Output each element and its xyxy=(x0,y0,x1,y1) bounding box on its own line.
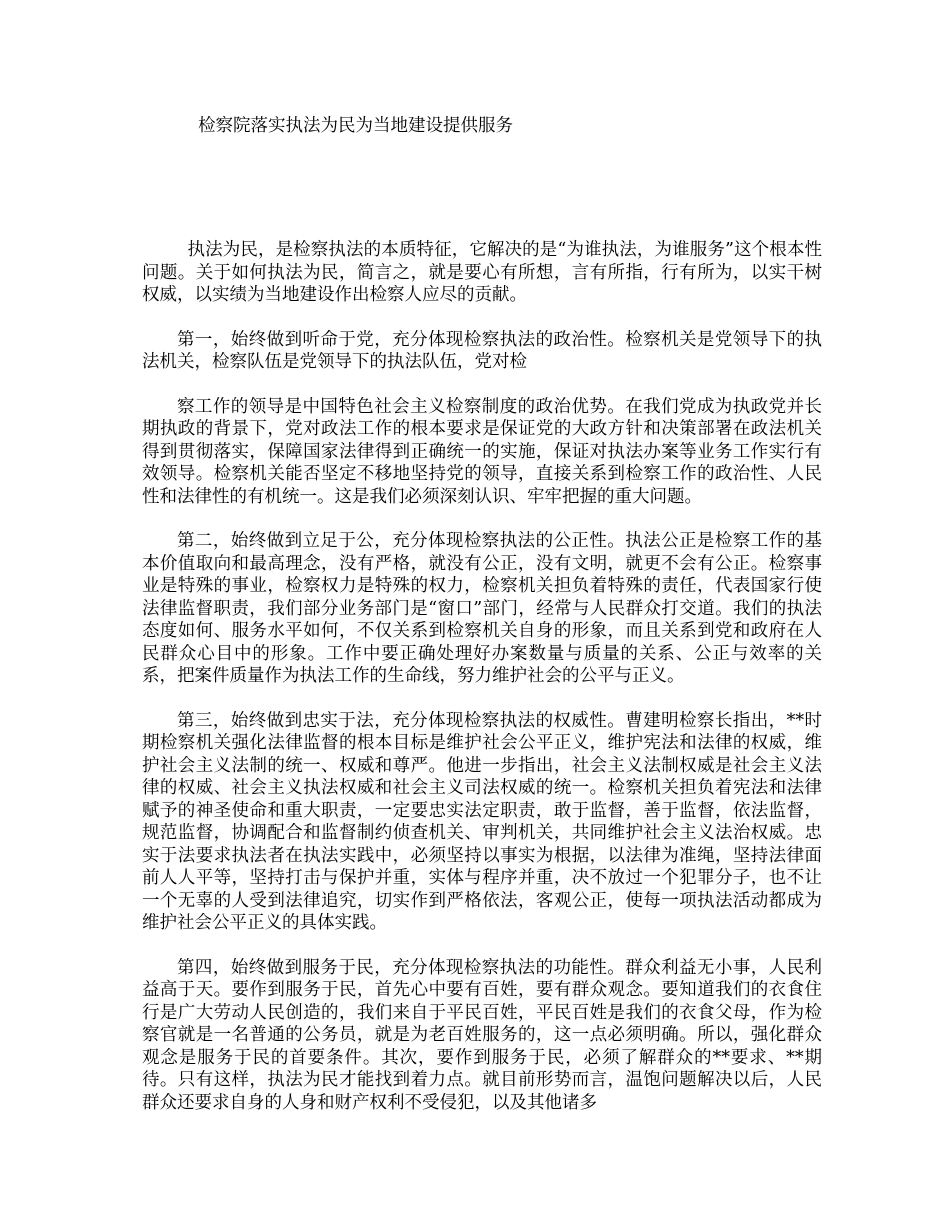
paragraph-fourth-point: 第四，始终做到服务于民，充分体现检察执法的功能性。群众利益无小事，人民利益高于天。要作到服务于民，首先心中要有百姓，要有群众观念。要知道我们的衣食住行是广大劳动人民创造的，我们来自于平民百姓，平民百姓是我们的衣食父母，作为检察官就是一名普通的公务员，就是为老百姓服务的，这一点必须明确。所以，强化群众观念是服务于民的首要条件。其次，要作到服务于民，必须了解群众的**要求、**期待。只有这样，执法为民才能找到着力点。就目前形势而言，温饱问题解决以后，人民群众还要求自身的人身和财产权利不受侵犯，以及其他诸多 xyxy=(142,957,822,1113)
paragraph-third-point: 第三，始终做到忠实于法，充分体现检察执法的权威性。曹建明检察长指出，**时期检察机关强化法律监督的根本目标是维护社会公平正义，维护宪法和法律的权威，维护社会主义法制的统一、权威和尊严。他进一步指出，社会主义法制权威是社会主义法律的权威、社会主义执法权威和社会主义司法权威的统一。检察机关担负着宪法和法律赋予的神圣使命和重大职责，一定要忠实法定职责，敢于监督，善于监督，依法监督，规范监督，协调配合和监督制约侦查机关、审判机关，共同维护社会主义法治权威。忠实于法要求执法者在执法实践中，必须坚持以事实为根据，以法律为准绳，坚持法律面前人人平等，坚持打击与保护并重，实体与程序并重，决不放过一个犯罪分子，也不让一个无辜的人受到法律追究，切实作到严格依法，客观公正，使每一项执法活动都成为维护社会公平正义的具体实践。 xyxy=(142,710,822,933)
document-body xyxy=(142,239,822,1136)
paragraph-first-point-continued: 察工作的领导是中国特色社会主义检察制度的政治优势。在我们党成为执政党并长期执政的背景下，党对政法工作的根本要求是保证党的大政方针和决策部署在政法机关得到贯彻落实，保障国家法律得到正确统一的实施，保证对执法办案等业务工作实行有效领导。检察机关能否坚定不移地坚持党的领导，直接关系到检察工作的政治性、人民性和法律性的有机统一。这是我们必须深刻认识、牢牢把握的重大问题。 xyxy=(142,396,822,507)
paragraph-intro: 执法为民，是检察执法的本质特征，它解决的是“为谁执法，为谁服务”这个根本性问题。关于如何执法为民，简言之，就是要心有所想，言有所指，行有所为，以实干树权威，以实绩为当地建设作出检察人应尽的贡献。 xyxy=(142,240,822,305)
paragraph-first-point: 第一，始终做到听命于党，充分体现检察执法的政治性。检察机关是党领导下的执法机关，检察队伍是党领导下的执法队伍，党对检 xyxy=(142,329,822,372)
paragraph-second-point: 第二，始终做到立足于公，充分体现检察执法的公正性。执法公正是检察工作的基本价值取向和最高理念，没有严格，就没有公正，没有文明，就更不会有公正。检察事业是特殊的事业，检察权力是特殊的权力，检察机关担负着特殊的责任，代表国家行使法律监督职责，我们部分业务部门是“窗口”部门，经常与人民群众打交道。我们的执法态度如何、服务水平如何，不仅关系到检察机关自身的形象，而且关系到党和政府在人民群众心目中的形象。工作中要正确处理好办案数量与质量的关系、公正与效率的关系，把案件质量作为执法工作的生命线，努力维护社会的公平与正义。 xyxy=(142,531,822,686)
document-title: 检察院落实执法为民为当地建设提供服务 xyxy=(198,116,513,136)
